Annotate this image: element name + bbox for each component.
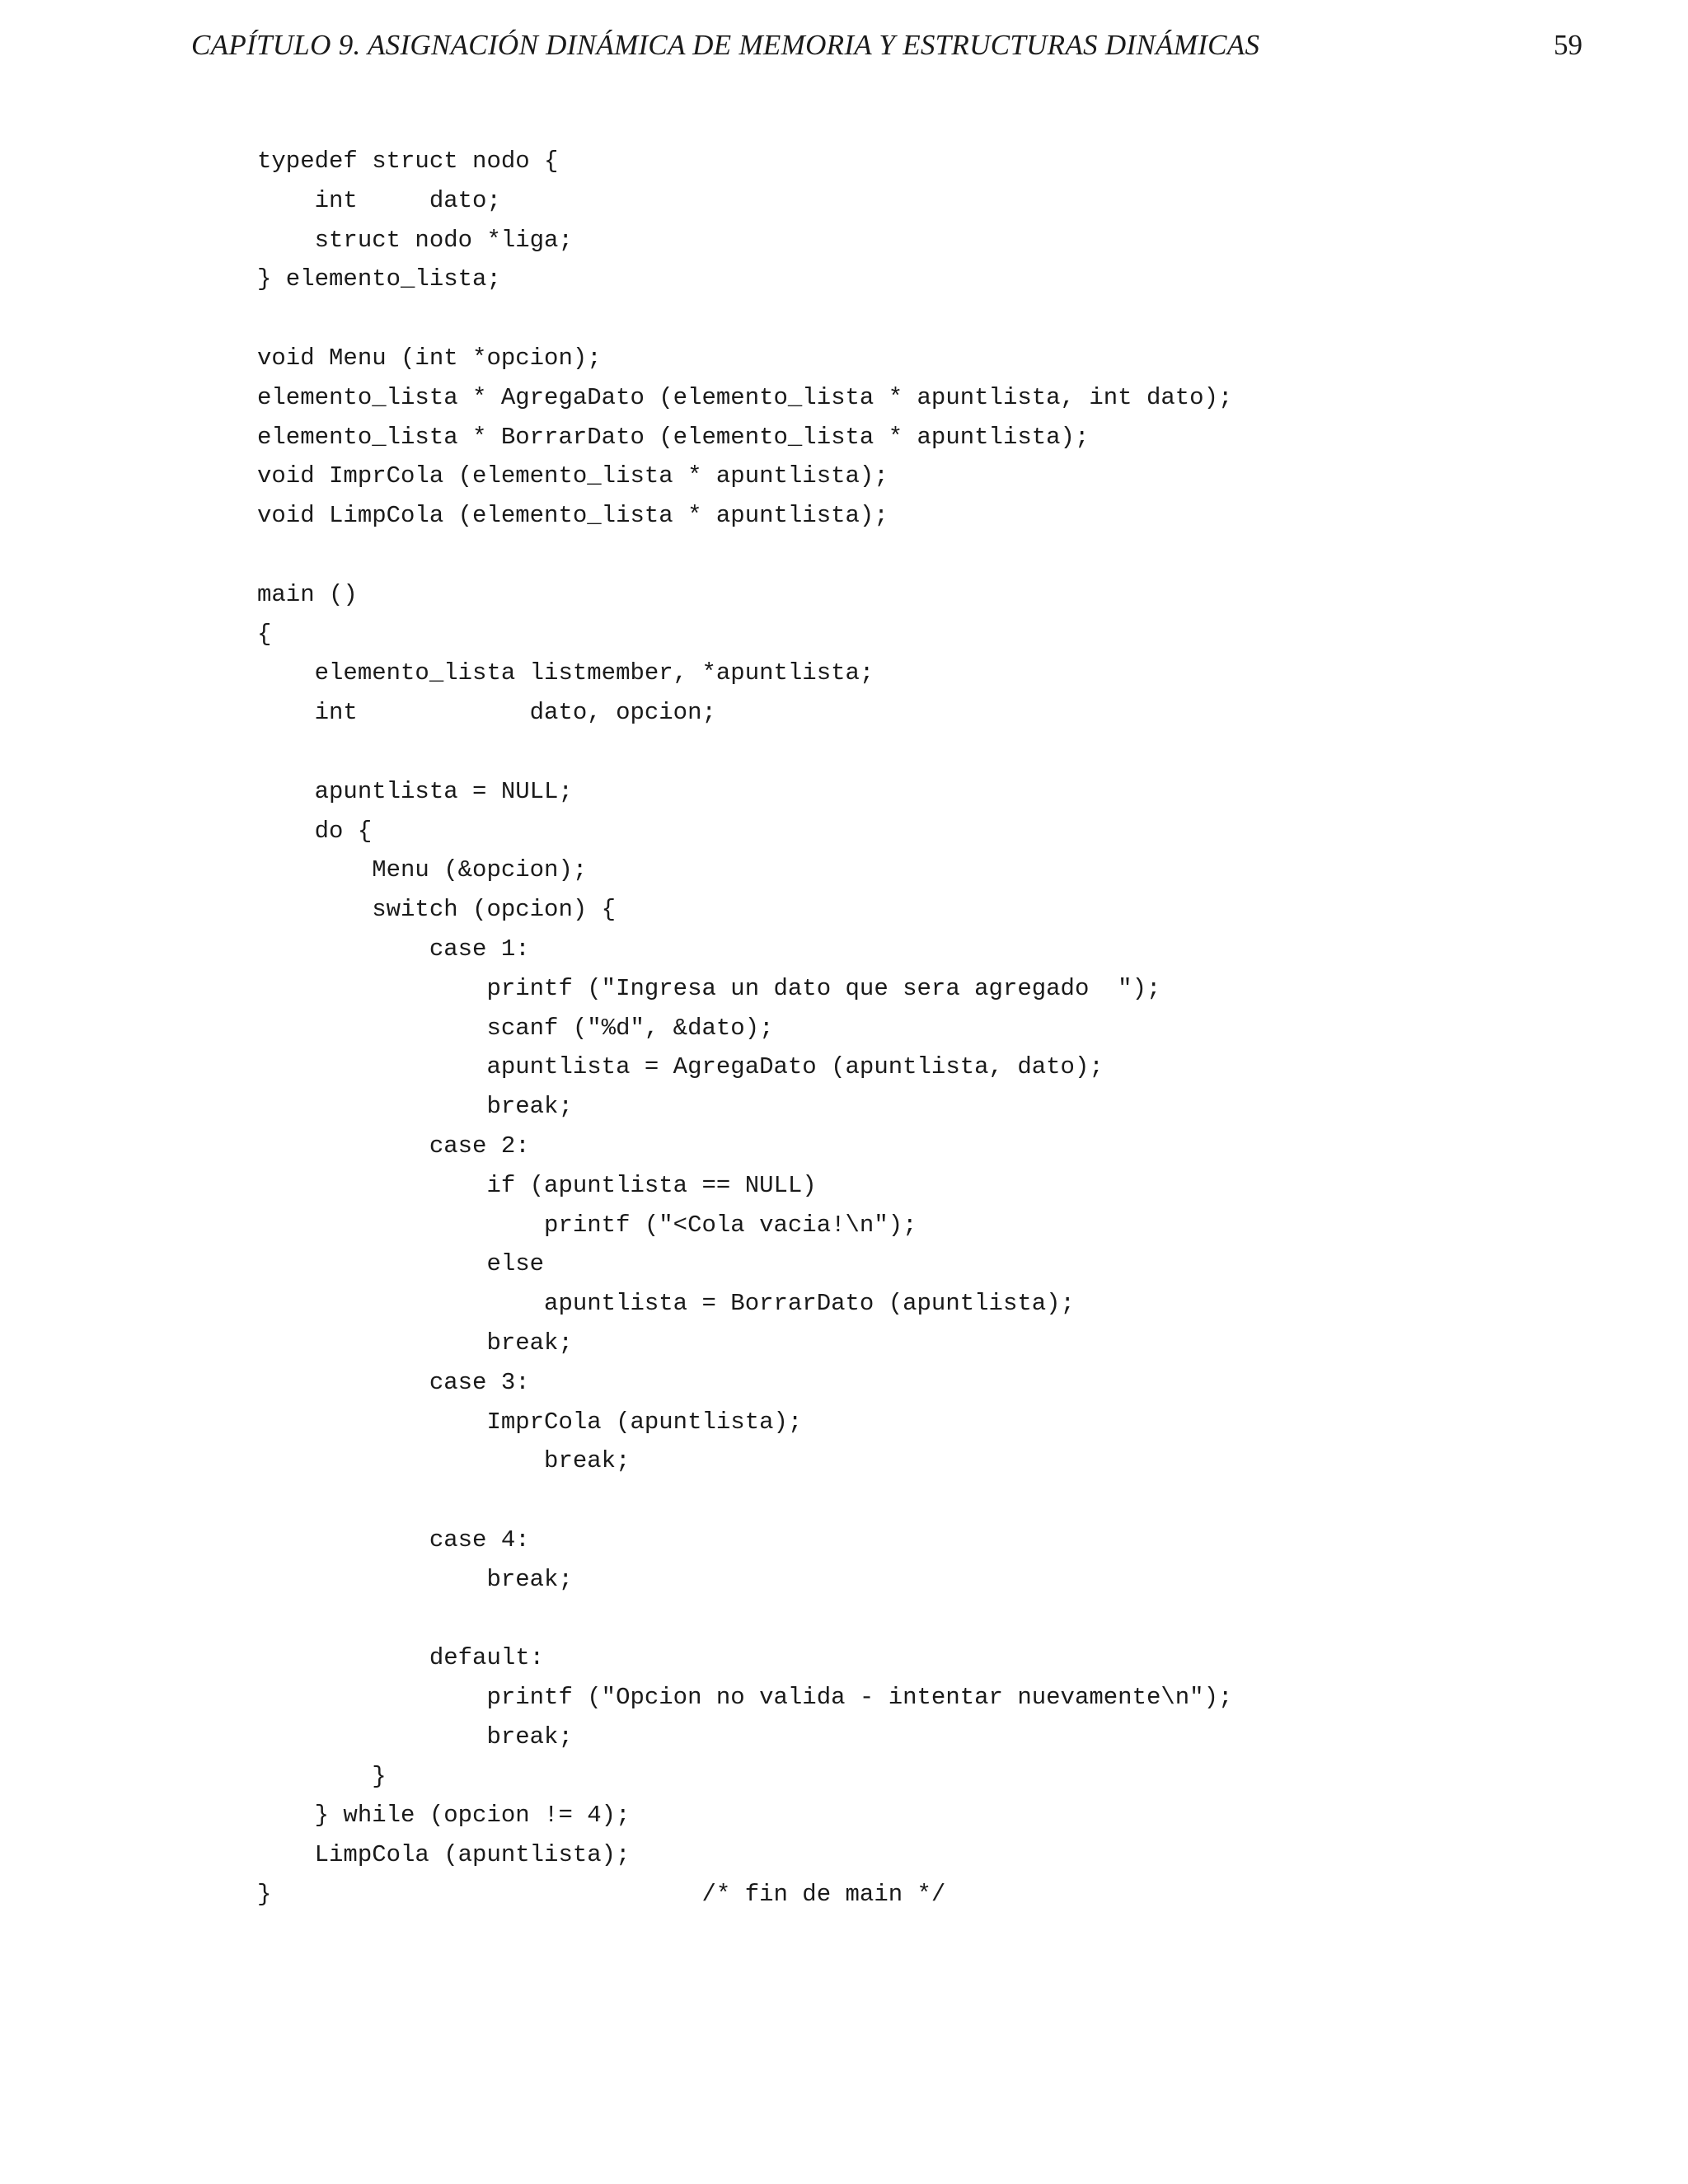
code-line: main () [257, 580, 358, 608]
code-line [257, 536, 1232, 575]
code-line: void LimpCola (elemento_lista * apuntlista); [257, 502, 889, 530]
code-line: void ImprCola (elemento_lista * apuntlista); [257, 462, 889, 490]
code-line: break; [257, 1565, 573, 1593]
code-line: { [257, 620, 272, 648]
chapter-title: CAPÍTULO 9. ASIGNACIÓN DINÁMICA DE MEMORIA Y ESTRUCTURAS DINÁMICAS [191, 29, 1260, 61]
code-line [257, 1481, 1232, 1521]
code-line: break; [257, 1447, 631, 1475]
code-line: apuntlista = BorrarDato (apuntlista); [257, 1290, 1075, 1318]
code-line: break; [257, 1329, 573, 1357]
page-number: 59 [1554, 29, 1582, 61]
code-line: do { [257, 817, 373, 845]
code-line: } [257, 1762, 387, 1790]
code-line: int dato; [257, 186, 501, 214]
code-line: int dato, opcion; [257, 699, 716, 727]
code-line: elemento_lista * BorrarDato (elemento_lista * apuntlista); [257, 423, 1090, 451]
code-line: case 4: [257, 1526, 530, 1554]
code-line: printf ("Ingresa un dato que sera agregado "); [257, 974, 1161, 1002]
code-listing [257, 142, 1232, 1915]
code-line: default: [257, 1644, 545, 1672]
code-line: } while (opcion != 4); [257, 1802, 631, 1830]
code-line: } elemento_lista; [257, 265, 501, 293]
code-line: scanf ("%d", &dato); [257, 1014, 774, 1042]
code-line: case 3: [257, 1368, 530, 1396]
code-line: printf ("Opcion no valida - intentar nuevamente\n"); [257, 1684, 1233, 1712]
code-line: LimpCola (apuntlista); [257, 1841, 631, 1869]
code-line: void Menu (int *opcion); [257, 344, 602, 372]
code-line: switch (opcion) { [257, 896, 617, 924]
code-line: typedef struct nodo { [257, 148, 559, 175]
code-line: case 2: [257, 1132, 530, 1160]
code-line: elemento_lista * AgregaDato (elemento_lista * apuntlista, int dato); [257, 383, 1233, 411]
code-line: break; [257, 1093, 573, 1121]
code-line: printf ("<Cola vacia!\n"); [257, 1211, 917, 1239]
code-line: } /* fin de main */ [257, 1881, 946, 1909]
code-line [257, 299, 1232, 339]
code-line: Menu (&opcion); [257, 856, 588, 884]
code-line [257, 1599, 1232, 1638]
code-line: elemento_lista listmember, *apuntlista; [257, 659, 874, 687]
running-header [191, 25, 1582, 66]
code-line: break; [257, 1722, 573, 1750]
code-line: struct nodo *liga; [257, 226, 573, 254]
code-line: apuntlista = NULL; [257, 777, 573, 805]
code-line: apuntlista = AgregaDato (apuntlista, dato); [257, 1053, 1104, 1081]
code-line: else [257, 1250, 545, 1278]
code-line [257, 733, 1232, 772]
code-line: if (apuntlista == NULL) [257, 1171, 817, 1199]
code-line: ImprCola (apuntlista); [257, 1408, 803, 1436]
code-line: case 1: [257, 935, 530, 963]
